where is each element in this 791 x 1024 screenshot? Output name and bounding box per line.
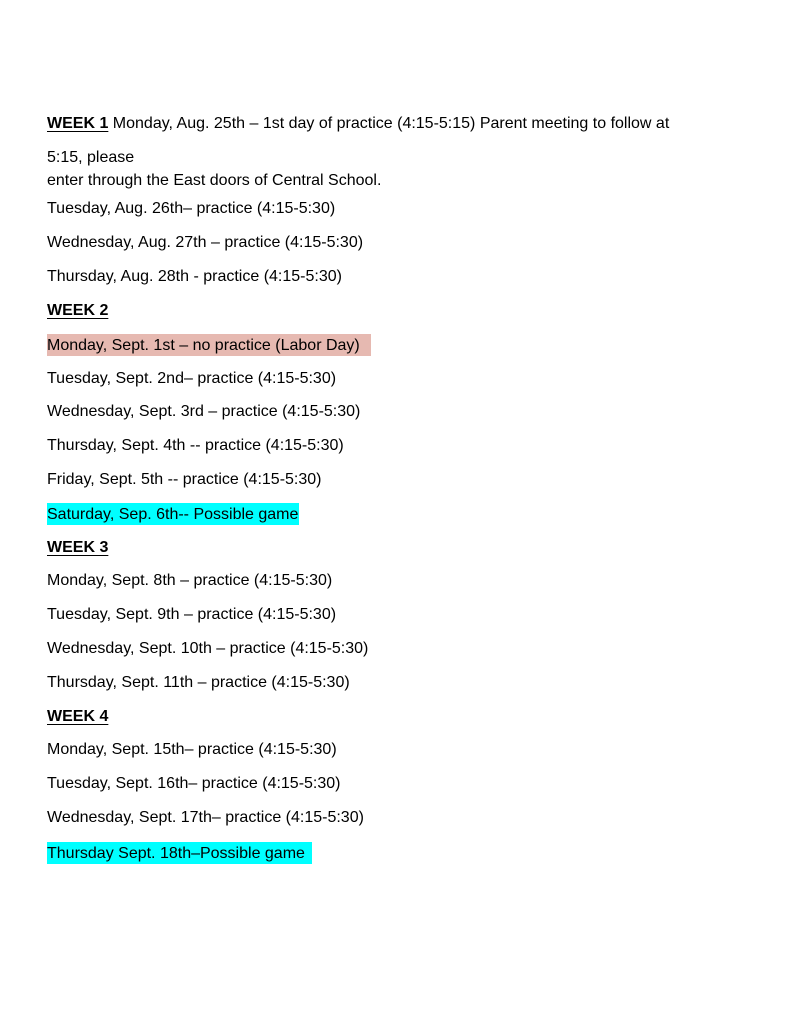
week-4-heading: WEEK 4 (47, 708, 109, 725)
game-row (47, 842, 312, 863)
week-1-heading: WEEK 1 (47, 115, 109, 132)
schedule-item: Tuesday, Sept. 9th – practice (4:15-5:30) (47, 606, 337, 623)
week-3-heading: WEEK 3 (47, 539, 109, 556)
schedule-item: Monday, Sept. 8th – practice (4:15-5:30) (47, 572, 333, 589)
schedule-item: Wednesday, Sept. 17th– practice (4:15-5:30) (47, 809, 364, 826)
schedule-item: Tuesday, Sept. 16th– practice (4:15-5:30) (47, 775, 341, 792)
possible-game-highlight: Saturday, Sep. 6th-- Possible game (47, 503, 299, 525)
schedule-item: Wednesday, Aug. 27th – practice (4:15-5:30) (47, 234, 364, 251)
schedule-item: Thursday, Sept. 11th – practice (4:15-5:30) (47, 674, 350, 691)
schedule-item: Wednesday, Sept. 3rd – practice (4:15-5:30) (47, 403, 361, 420)
week-1-entry-note: enter through the East doors of Central School. (47, 172, 382, 189)
week-1-first-day-text: Monday, Aug. 25th – 1st day of practice (4:15-5:15) Parent meeting to follow at (108, 115, 670, 132)
schedule-item: Thursday, Sept. 4th -- practice (4:15-5:30) (47, 437, 344, 454)
week-1-continuation-line: 5:15, please (47, 149, 135, 166)
schedule-item: Thursday, Aug. 28th - practice (4:15-5:30) (47, 268, 342, 285)
schedule-item: Tuesday, Aug. 26th– practice (4:15-5:30) (47, 200, 336, 217)
week-2-heading: WEEK 2 (47, 302, 109, 319)
possible-game-highlight: Thursday Sept. 18th–Possible game (47, 842, 312, 864)
schedule-item: Wednesday, Sept. 10th – practice (4:15-5:30) (47, 640, 369, 657)
schedule-item: Friday, Sept. 5th -- practice (4:15-5:30) (47, 471, 322, 488)
holiday-highlight: Monday, Sept. 1st – no practice (Labor Day) (47, 334, 371, 356)
week-1-intro-line (47, 113, 669, 134)
schedule-item: Tuesday, Sept. 2nd– practice (4:15-5:30) (47, 370, 337, 387)
game-row (47, 503, 299, 524)
schedule-item: Monday, Sept. 15th– practice (4:15-5:30) (47, 741, 337, 758)
holiday-row (47, 334, 371, 355)
